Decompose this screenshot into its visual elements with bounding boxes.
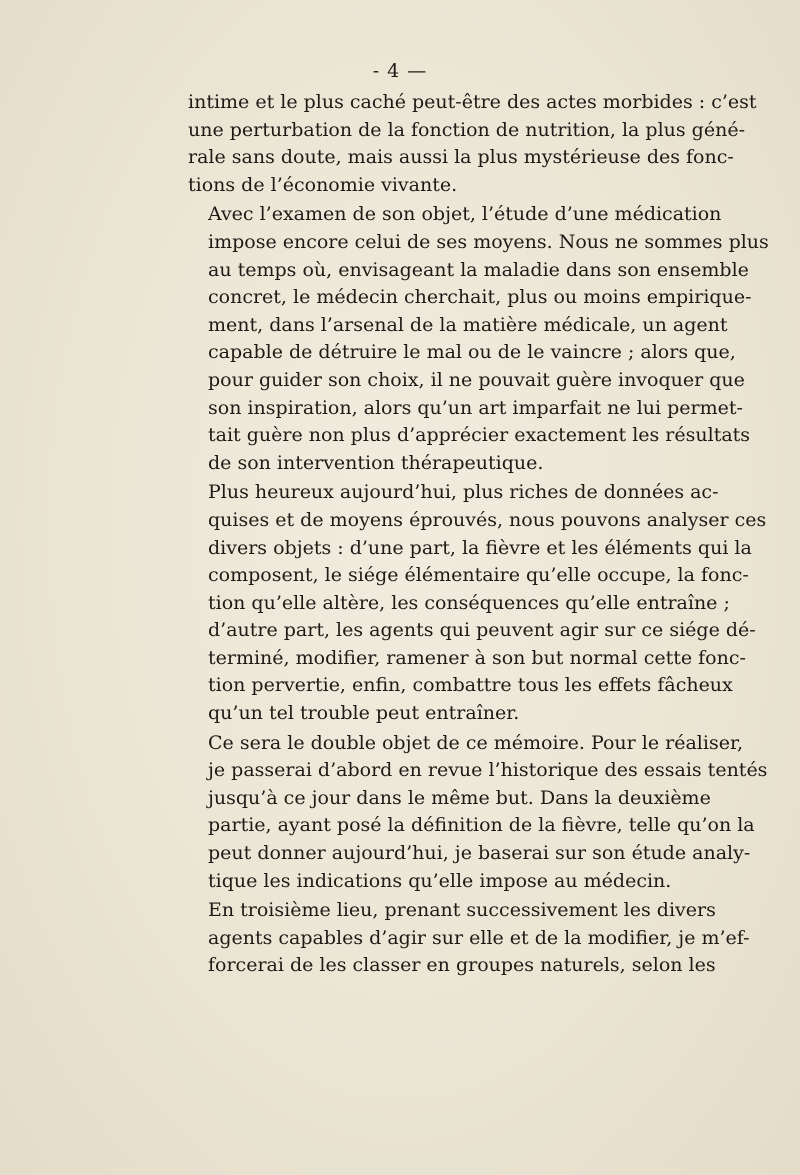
text-line: agents capables d’agir sur elle et de la modifier, je m’ef- (208, 926, 750, 949)
text-line: peut donner aujourd’hui, je baserai sur son étude analy- (208, 842, 751, 865)
text-line: terminé, modifier, ramener à son but normal cette fonc- (208, 646, 746, 669)
text-line: intime et le plus caché peut-être des actes morbides : c’est (188, 91, 757, 113)
text-line: tait guère non plus d’apprécier exactement les résultats (208, 424, 751, 447)
text-line: impose encore celui de ses moyens. Nous ne sommes plus (208, 230, 769, 253)
text-line: tion pervertie, enfin, combattre tous les effets fâcheux (208, 674, 733, 697)
text-line: composent, le siége élémentaire qu’elle occupe, la fonc- (208, 564, 749, 587)
text-line: Avec l’examen de son objet, l’étude d’une médication (208, 203, 722, 226)
paragraph-5 (188, 897, 750, 980)
text-line: au temps où, envisageant la maladie dans son ensemble (208, 258, 749, 281)
text-line: forcerai de les classer en groupes naturels, selon les (208, 954, 716, 977)
text-line: tique les indications qu’elle impose au médecin. (208, 869, 672, 892)
text-line: pour guider son choix, il ne pouvait guère invoquer que (208, 368, 745, 391)
text-line: je passerai d’abord en revue l’historique des essais tentés (208, 759, 768, 782)
paragraph-3 (188, 479, 767, 727)
body-text (188, 89, 769, 982)
text-line: jusqu’à ce jour dans le même but. Dans la deuxième (208, 786, 711, 809)
text-line: concret, le médecin cherchait, plus ou moins empirique- (208, 286, 752, 309)
paragraph-1 (188, 89, 757, 199)
text-line: ment, dans l’arsenal de la matière médicale, un agent (208, 313, 728, 336)
text-line: En troisième lieu, prenant successivement les divers (208, 899, 716, 922)
paragraph-4 (188, 730, 768, 896)
text-line: une perturbation de la fonction de nutrition, la plus géné- (188, 118, 745, 141)
text-line: capable de détruire le mal ou de le vaincre ; alors que, (208, 341, 736, 364)
text-line: d’autre part, les agents qui peuvent agir sur ce siége dé- (208, 619, 756, 642)
text-line: son inspiration, alors qu’un art imparfait ne lui permet- (208, 396, 743, 419)
text-line: rale sans doute, mais aussi la plus mystérieuse des fonc- (188, 146, 734, 169)
text-line: divers objets : d’une part, la fièvre et les éléments qui la (208, 536, 752, 559)
text-line: Plus heureux aujourd’hui, plus riches de données ac- (208, 481, 719, 504)
text-line: quises et de moyens éprouvés, nous pouvons analyser ces (208, 508, 767, 531)
text-line: Ce sera le double objet de ce mémoire. Pour le réaliser, (208, 731, 743, 754)
paragraph-2 (188, 201, 769, 477)
page-number-header: - 4 — (372, 60, 428, 82)
text-line: de son intervention thérapeutique. (208, 451, 544, 474)
text-line: tions de l’économie vivante. (188, 173, 458, 196)
text-line: qu’un tel trouble peut entraîner. (208, 702, 520, 725)
text-line: partie, ayant posé la définition de la fièvre, telle qu’on la (208, 814, 755, 837)
text-line: tion qu’elle altère, les conséquences qu’elle entraîne ; (208, 591, 730, 614)
